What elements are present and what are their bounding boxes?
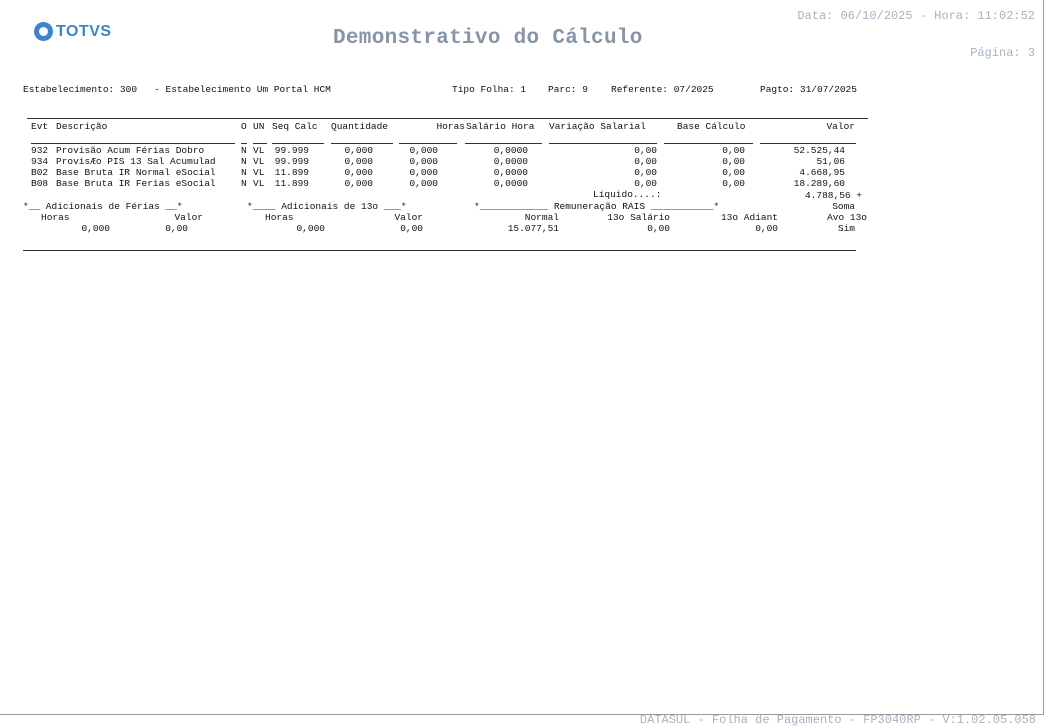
cell-descricao: Base Bruta IR Normal eSocial	[56, 167, 216, 178]
col-header-evt: Evt	[31, 121, 49, 132]
col-underline	[241, 143, 247, 144]
cell-descricao: ProvisÆo PIS 13 Sal Acumulad	[56, 156, 216, 167]
cell-o: N	[241, 145, 247, 156]
liquido-value: 4.788,56 +	[804, 190, 862, 201]
remuneracao-rais-title: *____________ Remuneração RAIS ___________*	[474, 201, 720, 212]
cell-valor: 18.289,60	[793, 178, 845, 189]
logo-text: TOTVS	[56, 22, 112, 40]
summary-value-valor: 0,00	[165, 223, 188, 234]
totvs-logo	[34, 22, 112, 41]
cell-base-calculo: 0,00	[722, 178, 745, 189]
summary-col-normal: Normal	[524, 212, 559, 223]
cell-evt: 934	[31, 156, 49, 167]
summary-col-valor: Valor	[174, 212, 203, 223]
col-underline	[31, 143, 235, 144]
referente: Referente: 07/2025	[611, 84, 714, 95]
cell-horas: 0,000	[409, 145, 438, 156]
col-header-salario-hora: Salário Hora	[466, 121, 535, 132]
summary-value-normal: 15.077,51	[507, 223, 559, 234]
cell-variacao-salarial: 0,00	[634, 156, 657, 167]
col-underline	[399, 143, 457, 144]
cell-base-calculo: 0,00	[722, 167, 745, 178]
cell-salario-hora: 0,0000	[493, 178, 528, 189]
cell-salario-hora: 0,0000	[493, 167, 528, 178]
soma-label: Soma	[832, 201, 855, 212]
cell-variacao-salarial: 0,00	[634, 178, 657, 189]
col-header-horas: Horas	[436, 121, 465, 132]
summary-col-horas: Horas	[41, 212, 70, 223]
col-header-valor: Valor	[826, 121, 855, 132]
col-underline	[465, 143, 542, 144]
cell-valor: 52.525,44	[793, 145, 845, 156]
parcela: Parc: 9	[548, 84, 588, 95]
page-title: Demonstrativo do Cálculo	[333, 27, 643, 50]
cell-evt: B08	[31, 178, 49, 189]
summary-value-avo-13o: Sim	[837, 223, 855, 234]
col-header-quantidade: Quantidade	[331, 121, 389, 132]
col-header-base-calculo: Base Cálculo	[677, 121, 746, 132]
col-underline	[272, 143, 324, 144]
summary-value-valor: 0,00	[400, 223, 423, 234]
col-header-un: UN	[253, 121, 265, 132]
data-pagamento: Pagto: 31/07/2025	[760, 84, 857, 95]
cell-base-calculo: 0,00	[722, 145, 745, 156]
cell-variacao-salarial: 0,00	[634, 145, 657, 156]
summary-col-13o-adiant: 13o Adiant	[720, 212, 778, 223]
col-header-variacao-salarial: Variação Salarial	[549, 121, 646, 132]
summary-col-avo-13o: Avo 13o	[827, 212, 867, 223]
totvs-logo-icon	[34, 22, 53, 41]
cell-quantidade: 0,000	[344, 145, 373, 156]
cell-valor: 4.668,95	[799, 167, 845, 178]
cell-seq-calc: 99.999	[274, 145, 309, 156]
cell-horas: 0,000	[409, 156, 438, 167]
page-number: Página: 3	[970, 46, 1035, 60]
adicionais-ferias-title: *__ Adicionais de Férias __*	[23, 201, 183, 212]
cell-un: VL	[253, 178, 265, 189]
summary-col-13o-salario: 13o Salário	[607, 212, 670, 223]
cell-evt: 932	[31, 145, 49, 156]
cell-salario-hora: 0,0000	[493, 156, 528, 167]
cell-salario-hora: 0,0000	[493, 145, 528, 156]
liquido-label: Líquido....:	[593, 189, 662, 200]
summary-value-horas: 0,000	[296, 223, 325, 234]
cell-base-calculo: 0,00	[722, 156, 745, 167]
report-datetime: Data: 06/10/2025 - Hora: 11:02:52	[797, 9, 1035, 23]
cell-horas: 0,000	[409, 167, 438, 178]
col-underline	[331, 143, 393, 144]
cell-seq-calc: 11.899	[274, 167, 309, 178]
cell-evt: B02	[31, 167, 49, 178]
cell-o: N	[241, 178, 247, 189]
col-header-descricao: Descrição	[56, 121, 108, 132]
summary-bottom-rule	[23, 250, 856, 251]
col-underline	[253, 143, 267, 144]
table-top-rule	[27, 118, 868, 119]
cell-seq-calc: 11.899	[274, 178, 309, 189]
cell-quantidade: 0,000	[344, 167, 373, 178]
cell-valor: 51,06	[816, 156, 845, 167]
cell-descricao: Base Bruta IR Ferias eSocial	[56, 178, 216, 189]
cell-variacao-salarial: 0,00	[634, 167, 657, 178]
cell-quantidade: 0,000	[344, 178, 373, 189]
cell-horas: 0,000	[409, 178, 438, 189]
cell-un: VL	[253, 156, 265, 167]
col-header-seq-calc: Seq Calc	[272, 121, 318, 132]
col-underline	[760, 143, 856, 144]
summary-value-13o-salario: 0,00	[647, 223, 670, 234]
tipo-folha: Tipo Folha: 1	[452, 84, 527, 95]
cell-descricao: Provisão Acum Férias Dobro	[56, 145, 205, 156]
estabelecimento: Estabelecimento: 300 - Estabelecimento Um Portal HCM	[23, 84, 331, 95]
summary-value-13o-adiant: 0,00	[755, 223, 778, 234]
cell-un: VL	[253, 167, 265, 178]
cell-un: VL	[253, 145, 265, 156]
col-header-o: O	[241, 121, 247, 132]
col-underline	[664, 143, 753, 144]
cell-o: N	[241, 156, 247, 167]
summary-value-horas: 0,000	[81, 223, 110, 234]
system-footer: DATASUL - Folha de Pagamento - FP3040RP - V:1.02.05.058	[639, 713, 1036, 727]
summary-col-horas: Horas	[265, 212, 294, 223]
cell-seq-calc: 99.999	[274, 156, 309, 167]
cell-quantidade: 0,000	[344, 156, 373, 167]
cell-o: N	[241, 167, 247, 178]
col-underline	[549, 143, 657, 144]
summary-col-valor: Valor	[394, 212, 423, 223]
adicionais-13o-title: *____ Adicionais de 13o ___*	[247, 201, 407, 212]
